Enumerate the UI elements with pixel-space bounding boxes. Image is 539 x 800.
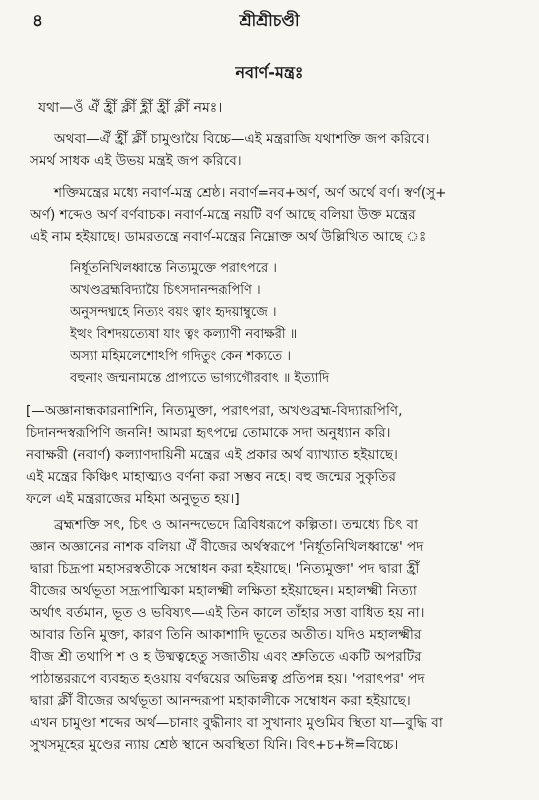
text-line: চিদানন্দস্বরূপিণি জননি! আমরা হৃৎপদ্মে তোমাকে সদা অনুধ্যান করি।: [26, 425, 391, 441]
text-line: দ্বারা ক্লীঁ বীজের অর্থভূতা আনন্দরূপা মহাকালীকে সম্বোধন করা হইয়াছে।: [30, 693, 411, 709]
bracketed-translation: [26, 400, 514, 510]
text-line: সমর্থ সাধক এই উভয় মন্ত্রই জপ করিবে।: [30, 153, 242, 169]
page-number: ৪: [32, 11, 44, 31]
verse-line: নির্ধূতনিখিলধ্বান্তে নিত্যমুক্তে পরাৎপরে ।: [70, 261, 277, 276]
paragraph-2: [30, 182, 514, 248]
verse-line: অস্যা মহিমলেশোঽপি গদিতুং কেন শক্যতে ।: [70, 349, 291, 364]
running-title: শ্রীশ্রীচণ্ডী: [239, 11, 300, 30]
text-line: এই নাম হইয়াছে। ডামরতন্ত্রে নবার্ণ-মন্ত্রের নিম্নোক্ত অর্থ উল্লিখিত আছে ঃ: [30, 229, 427, 245]
verse-line: অনুসন্দধ্মহে নিত্যং বয়ং ত্বাং হৃদয়াম্বুজে ।: [70, 305, 277, 320]
section-title: নবার্ণ-মন্ত্রঃ: [235, 63, 304, 82]
verse-line: ইত্থং বিশদয়ত্যেষা যাং ত্বং কল্যাণী নবাক্ষরী ॥: [70, 327, 298, 342]
text-line: ফলে এই মন্ত্ররাজের মহিমা অনুভূত হয়।]: [26, 491, 240, 507]
text-line: বীজ শ্রী তথাপি শ ও হ উষ্মত্বহেতু সজাতীয় এবং শ্রুতিতে একটি অপরটির: [30, 649, 422, 665]
text-line: এই মন্ত্রের কিঞ্চিৎ মাহাত্ম্যও বর্ণনা করা সম্ভব নহে। বহু জন্মের সুকৃতির: [26, 469, 396, 485]
text-line: নবাক্ষরী (নবার্ণ) কল্যাণদায়িনী মন্ত্রের এই প্রকার অর্থ ব্যাখ্যাত হইয়াছে।: [26, 447, 398, 463]
text-line: জ্ঞান অজ্ঞানের নাশক বলিয়া ঐঁ বীজের অর্থস্বরূপে 'নির্ধূতনিখিলধ্বান্তে' পদ: [30, 539, 424, 555]
text-line: পাঠান্তররূপে ব্যবহৃত হওয়ায় বর্ণদ্বয়ের অভিন্নত্ব প্রতিপন্ন হয়। 'পরাৎপর' পদ: [30, 671, 425, 687]
text-line: বীজের অর্থভূতা সদ্রূপাত্মিকা মহালক্ষ্মী লক্ষিতা হইয়াছেন। মহালক্ষ্মী নিত্যা: [30, 583, 417, 599]
text-line: সুখসমূহের মুণ্ডের ন্যায় শ্রেষ্ঠ স্থানে অবস্থিতা যিনি। বিৎ+চ+ঈ=বিচ্চে।: [30, 737, 399, 753]
text-line: অর্ণ) শব্দেও অর্ণ বর্ণবাচক। নবার্ণ-মন্ত্রে নয়টি বর্ণ আছে বলিয়া উক্ত মন্ত্রের: [30, 207, 416, 223]
paragraph-1: [30, 128, 514, 172]
text-line: দ্বারা চিদ্রূপা মহাসরস্বতীকে সম্বোধন করা হইয়াছে। 'নিত্যমুক্তা' পদ দ্বারা হ্রীঁ: [30, 561, 420, 577]
text-line: এখন চামুণ্ডা শব্দের অর্থ—চানাং বুদ্ধীনাং বা সুখানাং মুণ্ডমিব স্থিতা যা—বুদ্ধি বা: [30, 715, 443, 731]
verse-line: অখণ্ডব্রহ্মবিদ্যায়ৈ চিৎসদানন্দরূপিণি ।: [70, 283, 261, 298]
text-line: অথবা—ঐঁ হ্রীঁ ক্লীঁ চামুণ্ডায়ৈ বিচ্চে—এই মন্ত্ররাজি যথাশক্তি জপ করিবে।: [54, 131, 430, 147]
text-line: অর্থাৎ বর্তমান, ভূত ও ভবিষ্যৎ—এই তিন কালে তাঁহার সত্তা বাধিত হয় না।: [30, 605, 425, 621]
text-line: [—অজ্ঞানান্ধকারনাশিনি, নিত্যমুক্তা, পরাৎপরা, অখণ্ডব্রহ্ম-বিদ্যারূপিণি,: [26, 403, 403, 419]
text-line: শক্তিমন্ত্রের মধ্যে নবার্ণ-মন্ত্র শ্রেষ্ঠ। নবার্ণ=নব+অর্ণ, অর্ণ অর্থে বর্ণ। স্বর্ণ(সু+: [54, 185, 447, 201]
page-header: [0, 6, 539, 32]
verse-line: বহুনাং জন্মনামন্তে প্রাপ্যতে ভাগ্যগৌরবাৎ ॥ ইত্যাদি: [70, 371, 330, 386]
paragraph-3: [30, 514, 514, 756]
text-line: আবার তিনি মুক্তা, কারণ তিনি আকাশাদি ভূতের অতীত। যদিও মহালক্ষ্মীর: [30, 627, 422, 643]
mantra-line: যথা—ওঁ ঐঁ হ্রীঁ ক্লীঁ হ্লীঁ হ্রীঁ ক্লীঁ নমঃ।: [38, 100, 223, 116]
text-line: ব্রহ্মশক্তি সৎ, চিৎ ও আনন্দভেদে ত্রিবিধরূপে কল্পিতা। তন্মধ্যে চিৎ বা: [54, 517, 419, 533]
sanskrit-verse: [70, 258, 490, 390]
